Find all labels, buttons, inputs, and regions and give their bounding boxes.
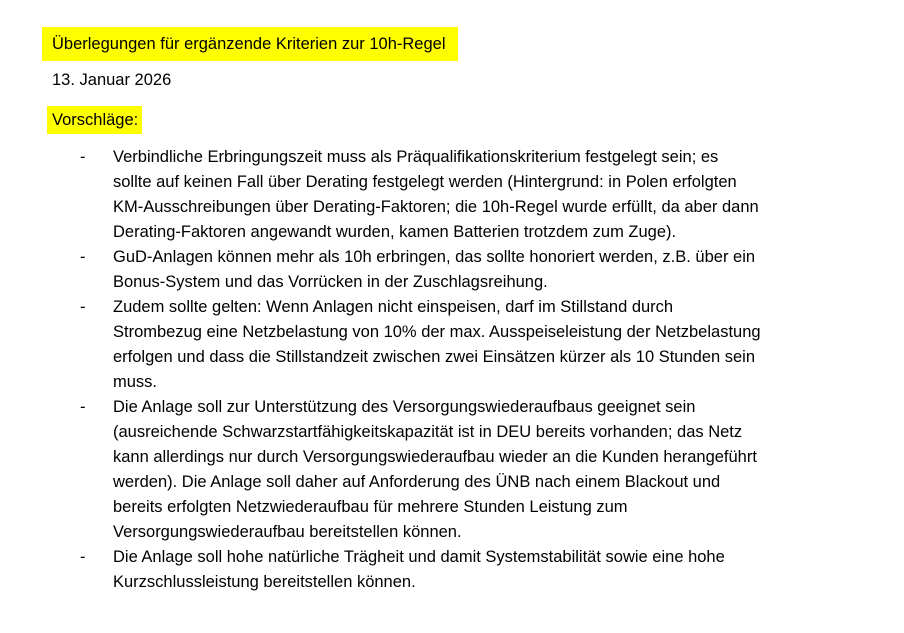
list-item	[0, 545, 904, 595]
bullet-dash: -	[80, 148, 86, 166]
list-item-text-line: muss.	[113, 373, 158, 391]
bullet-dash: -	[80, 398, 86, 416]
proposal-list	[0, 145, 904, 595]
bullet-dash: -	[80, 298, 86, 316]
list-item-text-line: Versorgungswiederaufbau bereitstellen können.	[113, 523, 462, 541]
list-item-text-line: erfolgen und dass die Stillstandzeit zwischen zwei Einsätzen kürzer als 10 Stunden sein	[113, 348, 756, 366]
list-item-text-line: GuD-Anlagen können mehr als 10h erbringen, das sollte honoriert werden, z.B. über ein	[113, 248, 756, 266]
list-item-text-line: kann allerdings nur durch Versorgungswiederaufbau wieder an die Kunden herangeführt	[113, 448, 757, 466]
list-item-text-line: werden). Die Anlage soll daher auf Anforderung des ÜNB nach einem Blackout und	[113, 473, 721, 491]
list-item	[0, 295, 904, 395]
list-item-text-line: Strombezug eine Netzbelastung von 10% der max. Ausspeiseleistung der Netzbelastung	[113, 323, 761, 341]
section-heading: Vorschläge:	[47, 106, 142, 134]
bullet-dash: -	[80, 248, 86, 266]
list-item	[0, 145, 904, 245]
list-item-text-line: Die Anlage soll zur Unterstützung des Versorgungswiederaufbaus geeignet sein	[113, 398, 696, 416]
list-item-text-line: (ausreichende Schwarzstartfähigkeitskapazität ist in DEU bereits vorhanden; das Netz	[113, 423, 743, 441]
bullet-dash: -	[80, 548, 86, 566]
list-item-text-line: Die Anlage soll hohe natürliche Trägheit und damit Systemstabilität sowie eine hohe	[113, 548, 725, 566]
list-item	[0, 245, 904, 295]
list-item-text-line: Verbindliche Erbringungszeit muss als Präqualifikationskriterium festgelegt sein; es	[113, 148, 719, 166]
list-item-text-line: sollte auf keinen Fall über Derating festgelegt werden (Hintergrund: in Polen erfolgten	[113, 173, 737, 191]
list-item-text-line: Derating-Faktoren angewandt wurden, kamen Batterien trotzdem zum Zuge).	[113, 223, 677, 241]
list-item-text-line: KM-Ausschreibungen über Derating-Faktoren; die 10h-Regel wurde erfüllt, da aber dann	[113, 198, 759, 216]
list-item-text-line: bereits erfolgten Netzwiederaufbau für mehrere Stunden Leistung zum	[113, 498, 628, 516]
list-item-text-line: Kurzschlussleistung bereitstellen können.	[113, 573, 416, 591]
document-title: Überlegungen für ergänzende Kriterien zur 10h-Regel	[42, 27, 458, 61]
document-date: 13. Januar 2026	[52, 71, 172, 89]
list-item-text-line: Bonus-System und das Vorrücken in der Zuschlagsreihung.	[113, 273, 548, 291]
list-item	[0, 395, 904, 545]
list-item-text-line: Zudem sollte gelten: Wenn Anlagen nicht einspeisen, darf im Stillstand durch	[113, 298, 674, 316]
